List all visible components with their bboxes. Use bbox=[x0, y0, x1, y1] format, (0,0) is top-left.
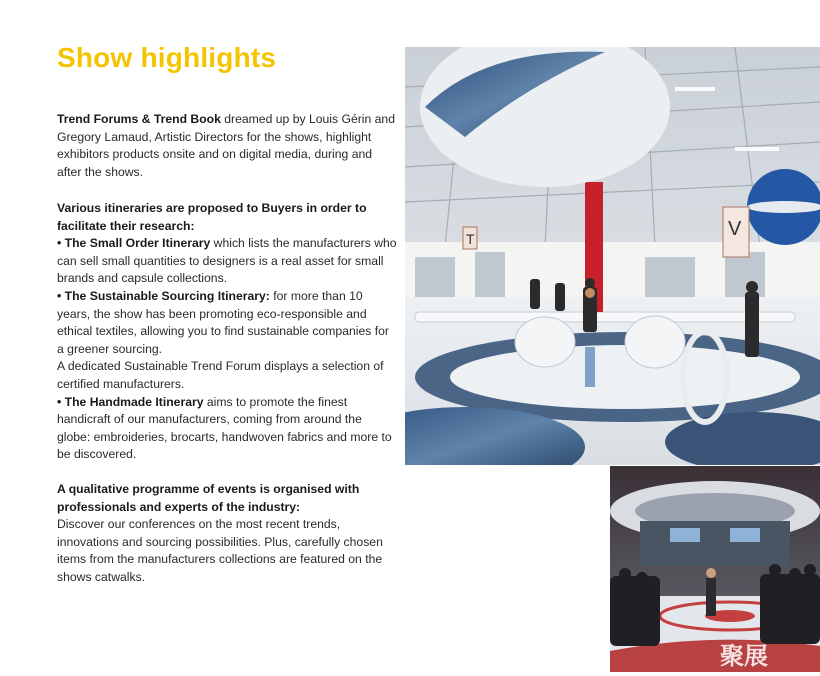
page-title: Show highlights bbox=[57, 42, 277, 73]
exhibition-hall-photo bbox=[405, 47, 820, 465]
sustainable-sourcing-heading: • The Sustainable Sourcing Itinerary: bbox=[57, 288, 270, 303]
sustainable-sourcing-text: for more than 10 years, the show has been promoting eco-responsible and ethical textiles, allowing you to find sustainable companies for a greener sourcing. bbox=[57, 288, 389, 356]
events-heading: A qualitative programme of events is organised with professionals and experts of the industry: bbox=[57, 482, 360, 514]
small-order-heading: • The Small Order Itinerary bbox=[57, 236, 211, 251]
sign-t-text: T bbox=[466, 231, 475, 247]
handmade-text: aims to promote the finest handicraft of our manufacturers, coming from around the globe: embroideries, brocarts, handwoven fabrics and more to be discovered. bbox=[57, 394, 392, 462]
trend-forums-heading: Trend Forums & Trend Book bbox=[57, 112, 221, 126]
handmade-heading: • The Handmade Itinerary bbox=[57, 394, 204, 409]
trend-forums-paragraph bbox=[57, 111, 397, 181]
watermark-text: 聚展 bbox=[720, 642, 768, 670]
small-order-text: which lists the manufacturers who can sell small quantities to designers is a real asset for small brands and capsule collections. bbox=[57, 236, 397, 286]
itineraries-paragraph bbox=[57, 200, 397, 464]
sustainable-forum-text: A dedicated Sustainable Trend Forum displays a selection of certified manufacturers. bbox=[57, 359, 384, 391]
trend-forums-text: dreamed up by Louis Gérin and Gregory Lamaud, Artistic Directors for the shows, highlight exhibitors products onsite and on digital media, during and after the shows. bbox=[57, 112, 395, 179]
catwalk-event-photo bbox=[610, 466, 820, 672]
events-text: Discover our conferences on the most recent trends, innovations and sourcing possibilities. Plus, carefully chosen items from the manufacturers collections are featured on the shows catwalks. bbox=[57, 517, 383, 584]
sign-v-text: V bbox=[728, 218, 742, 240]
events-paragraph bbox=[57, 481, 397, 587]
itineraries-heading: Various itineraries are proposed to Buyers in order to facilitate their research: bbox=[57, 201, 367, 233]
